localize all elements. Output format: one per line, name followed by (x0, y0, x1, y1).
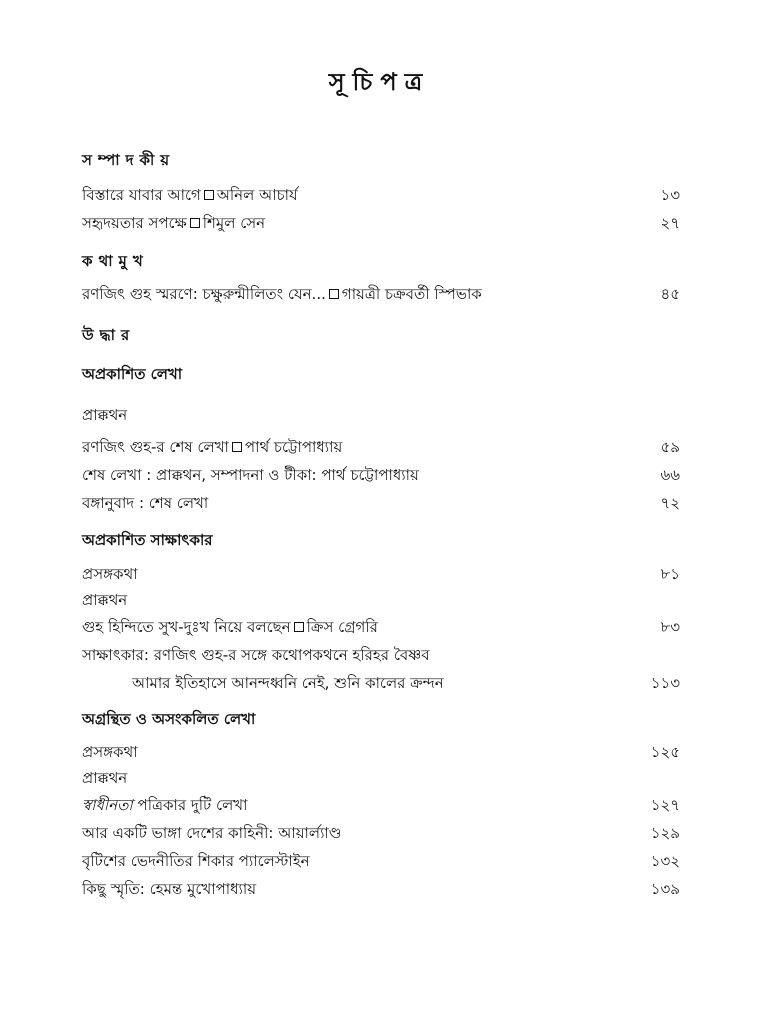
toc-entry[interactable] (82, 434, 680, 460)
toc-entry[interactable] (82, 281, 680, 307)
toc-entry (82, 587, 680, 613)
entry-title: আর একটি ভাঙ্গা দেশের কাহিনী: আয়ার্ল্যাণ্ড (82, 824, 342, 842)
page-title: সূচিপত্র (328, 68, 431, 96)
toc-entry[interactable] (82, 792, 680, 818)
toc-entry[interactable] (82, 876, 680, 902)
subsection-heading-text: অপ্রকাশিত সাক্ষাৎকার (82, 531, 213, 549)
toc-entry[interactable] (82, 614, 680, 640)
subsection-heading-text: অপ্রকাশিত লেখা (82, 365, 183, 383)
box-separator-icon (232, 442, 242, 452)
entry-page: ৪৫ (660, 285, 680, 303)
entry-page: ৮৩ (660, 618, 680, 636)
section-heading (82, 322, 680, 348)
section-heading-text: কথামুখ (82, 252, 149, 270)
subsection-heading-text: অগ্রন্থিত ও অসংকলিত লেখা (82, 710, 256, 728)
box-separator-icon (294, 622, 304, 632)
toc-entry[interactable] (82, 490, 680, 516)
entry-author: ক্রিস গ্রেগরি (306, 618, 378, 636)
entry-page: ৬৬ (660, 466, 680, 484)
entry-page: ১৩৯ (650, 880, 680, 898)
entry-title: গুহ হিন্দিতে সুখ-দুঃখ নিয়ে বলছেন (82, 618, 291, 636)
entry-title: প্রাক্কথন (82, 591, 128, 609)
toc-entry[interactable] (82, 182, 680, 208)
entry-title-italic: স্বাধীনতা (82, 796, 133, 814)
entry-title: সহৃদয়তার সপক্ষে (82, 214, 187, 232)
entry-title: পত্রিকার দুটি লেখা (132, 796, 248, 814)
section-heading (82, 147, 680, 173)
entry-author: গায়ত্রী চক্রবর্তী স্পিভাক (341, 285, 482, 303)
entry-page: ১৩ (660, 186, 680, 204)
section-heading-text: সম্পাদকীয় (82, 151, 176, 169)
entry-page: ১৩২ (650, 852, 680, 870)
toc-entry[interactable] (82, 820, 680, 846)
entry-page: ৫৯ (660, 438, 680, 456)
entry-page: ১২৫ (650, 743, 680, 761)
entry-title: বৃটিশের ভেদনীতির শিকার প্যালেস্টাইন (82, 852, 310, 870)
entry-page: ১২৯ (650, 824, 680, 842)
subsection-heading (82, 361, 680, 387)
entry-title: রণজিৎ গুহ-র শেষ লেখা (82, 438, 229, 456)
toc-entry[interactable] (82, 670, 680, 696)
entry-author: অনিল আচার্য (216, 186, 298, 204)
toc-entry (82, 642, 680, 668)
section-heading (82, 248, 680, 274)
entry-page: ১২৭ (650, 796, 680, 814)
entry-title: কিছু স্মৃতি: হেমন্ত মুখোপাধ্যায় (82, 880, 257, 898)
toc-entry (82, 402, 680, 428)
toc-entry[interactable] (82, 848, 680, 874)
section-heading-text: উদ্ধার (82, 326, 136, 344)
entry-title: সাক্ষাৎকার: রণজিৎ গুহ-র সঙ্গে কথোপকথনে হরিহর বৈষ্ণব (82, 646, 430, 664)
entry-title: রণজিৎ গুহ স্মরণে: চক্ষুরুন্মীলিতং যেন... (82, 285, 326, 303)
toc-entry[interactable] (82, 739, 680, 765)
entry-author: পার্থ চট্টোপাধ্যায় (244, 438, 343, 456)
toc-entry (82, 765, 680, 791)
entry-title: বঙ্গানুবাদ : শেষ লেখা (82, 494, 209, 512)
entry-page: ২৭ (660, 214, 680, 232)
entry-title: প্রসঙ্গকথা (82, 565, 138, 583)
entry-title: প্রাক্কথন (82, 769, 128, 787)
entry-title: শেষ লেখা : প্রাক্কথন, সম্পাদনা ও টীকা: পার্থ চট্টোপাধ্যায় (82, 466, 419, 484)
entry-page: ১১৩ (650, 674, 680, 692)
entry-page: ৮১ (660, 565, 680, 583)
entry-title: প্রাক্কথন (82, 406, 128, 424)
subsection-heading (82, 527, 680, 553)
entry-page: ৭২ (660, 494, 680, 512)
entry-author: শিমুল সেন (202, 214, 266, 232)
box-separator-icon (204, 190, 214, 200)
toc-entry[interactable] (82, 462, 680, 488)
box-separator-icon (329, 289, 339, 299)
toc-entry[interactable] (82, 561, 680, 587)
entry-title: বিস্তারে যাবার আগে (82, 186, 201, 204)
toc-entry[interactable] (82, 210, 680, 236)
box-separator-icon (190, 218, 200, 228)
entry-title: আমার ইতিহাসে আনন্দধ্বনি নেই, শুনি কালের ক্রন্দন (132, 674, 444, 692)
subsection-heading (82, 706, 680, 732)
entry-title: প্রসঙ্গকথা (82, 743, 138, 761)
